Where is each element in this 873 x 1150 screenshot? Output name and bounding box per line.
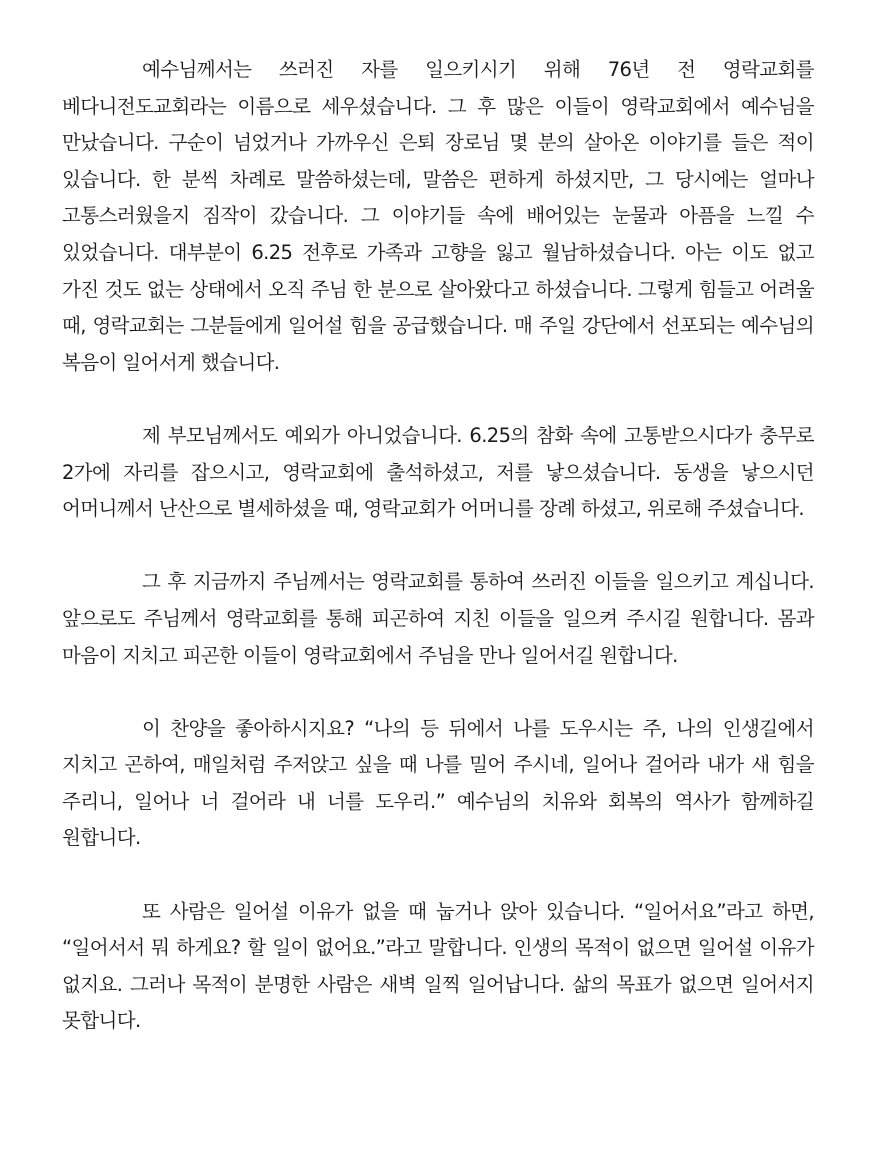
paragraph-raising: 그 후 지금까지 주님께서는 영락교회를 통하여 쓰러진 이들을 일으키고 계십니다. 앞으로도 주님께서 영락교회를 통해 피곤하여 지친 이들을 일으켜 주시길 원합니다. 몸과 마음이 지치고 피곤한 이들이 영락교회에서 주님을 만나 일어서길 원합니다.: [62, 570, 814, 667]
paragraph-parents: 제 부모님께서도 예외가 아니었습니다. 6.25의 참화 속에 고통받으시다가 충무로 2가에 자리를 잡으시고, 영락교회에 출석하셨고, 저를 낳으셨습니다. 동생을 낳으시던 어머니께서 난산으로 별세하셨을 때, 영락교회가 어머니를 장례 하셨고, 위로해 주셨습니다.: [62, 423, 814, 521]
paragraph-purpose: 또 사람은 일어설 이유가 없을 때 눕거나 앉아 있습니다. “일어서요”라고 하면, “일어서서 뭐 하게요? 할 일이 없어요.”라고 말합니다. 인생의 목적이 없으면 일어설 이유가 없지요. 그러나 목적이 분명한 사람은 새벽 일찍 일어납니다. 삶의 목표가 없으면 일어서지 못합니다.: [62, 899, 814, 1033]
paragraph-founding: 예수님께서는 쓰러진 자를 일으키시기 위해 76년 전 영락교회를 베다니전도교회라는 이름으로 세우셨습니다. 그 후 많은 이들이 영락교회에서 예수님을 만났습니다. 구순이 넘었거나 가까우신 은퇴 장로님 몇 분의 살아온 이야기를 들은 적이 있습니다. 한 분씩 차례로 말씀하셨는데, 말씀은 편하게 하셨지만, 그 당시에는 얼마나 고통스러웠을지 짐작이 갔습니다. 그 이야기들 속에 배어있는 눈물과 아픔을 느낄 수 있었습니다. 대부분이 6.25 전후로 가족과 고향을 잃고 월남하셨습니다. 아는 이도 없고 가진 것도 없는 상태에서 오직 주님 한 분으로 살아왔다고 하셨습니다. 그렇게 힘들고 어려울 때, 영락교회는 그분들에게 일어설 힘을 공급했습니다. 매 주일 강단에서 선포되는 예수님의 복음이 일어서게 했습니다.: [62, 58, 814, 374]
document-body: [62, 52, 814, 1040]
paragraph-hymn: 이 찬양을 좋아하시지요? “나의 등 뒤에서 나를 도우시는 주, 나의 인생길에서 지치고 곤하여, 매일처럼 주저앉고 싶을 때 나를 밀어 주시네, 일어나 걸어라 내가 새 힘을 주리니, 일어나 너 걸어라 내 너를 도우리.” 예수님의 치유와 회복의 역사가 함께하길 원합니다.: [62, 716, 814, 850]
